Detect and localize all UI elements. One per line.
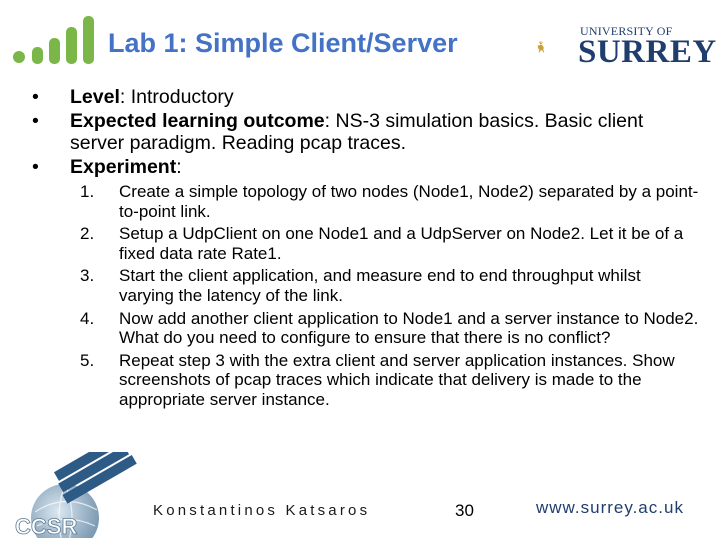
page-number: 30 xyxy=(455,501,474,520)
step-number: 3. xyxy=(80,266,95,286)
bullet-text: : Introductory xyxy=(119,86,234,108)
step-item xyxy=(30,266,700,305)
step-text: Repeat step 3 with the extra client and server application instances. Show screenshots of pcap traces which indicate that delivery is made to the appropriate server instance. xyxy=(119,350,675,409)
author-name: Konstantinos Katsaros xyxy=(153,502,371,519)
step-number: 5. xyxy=(80,350,95,370)
step-item xyxy=(30,224,700,263)
bullet-label: Level xyxy=(70,86,120,108)
surrey-logo-text: SURREY xyxy=(578,34,717,70)
bullet-experiment xyxy=(30,156,700,410)
step-item xyxy=(30,182,700,221)
university-of-text: UNIVERSITY OF xyxy=(580,24,673,38)
bullet-outcome xyxy=(30,110,700,154)
step-text: Create a simple topology of two nodes (Node1, Node2) separated by a point-to-point link. xyxy=(119,182,699,221)
step-text: Now add another client application to Node1 and a server instance to Node2. What do you need to configure to ensure that there is no conflict? xyxy=(119,308,699,348)
bullet-list xyxy=(30,86,700,413)
ccsr-logo xyxy=(5,452,145,538)
steps-list xyxy=(30,182,700,410)
bullet-text: : NS-3 simulation basics. Basic client server paradigm. Reading pcap traces. xyxy=(70,110,644,154)
website-url: www.surrey.ac.uk xyxy=(536,498,684,517)
bullet-label: Experiment xyxy=(70,156,177,178)
bullet-dot: • xyxy=(32,110,39,132)
step-number: 4. xyxy=(80,308,95,328)
step-number: 1. xyxy=(80,182,95,201)
bullet-dot: • xyxy=(32,86,39,108)
step-item xyxy=(30,309,700,348)
bullet-level xyxy=(30,86,700,108)
bullet-text: : xyxy=(176,156,182,178)
step-number: 2. xyxy=(80,224,95,244)
step-text: Setup a UdpClient on one Node1 and a UdpServer on Node2. Let it be of a fixed data rate Rate1. xyxy=(119,224,684,263)
signal-bars-icon xyxy=(12,14,100,64)
bullet-label: Expected learning outcome xyxy=(70,110,325,132)
page-title: Lab 1: Simple Client/Server xyxy=(108,28,458,58)
bullet-dot: • xyxy=(32,156,39,178)
ccsr-logo-text: CCSR xyxy=(15,514,78,538)
stag-icon xyxy=(535,22,579,72)
step-item xyxy=(30,351,700,410)
step-text: Start the client application, and measure end to end throughput whilst varying the latency of the link. xyxy=(119,266,641,305)
